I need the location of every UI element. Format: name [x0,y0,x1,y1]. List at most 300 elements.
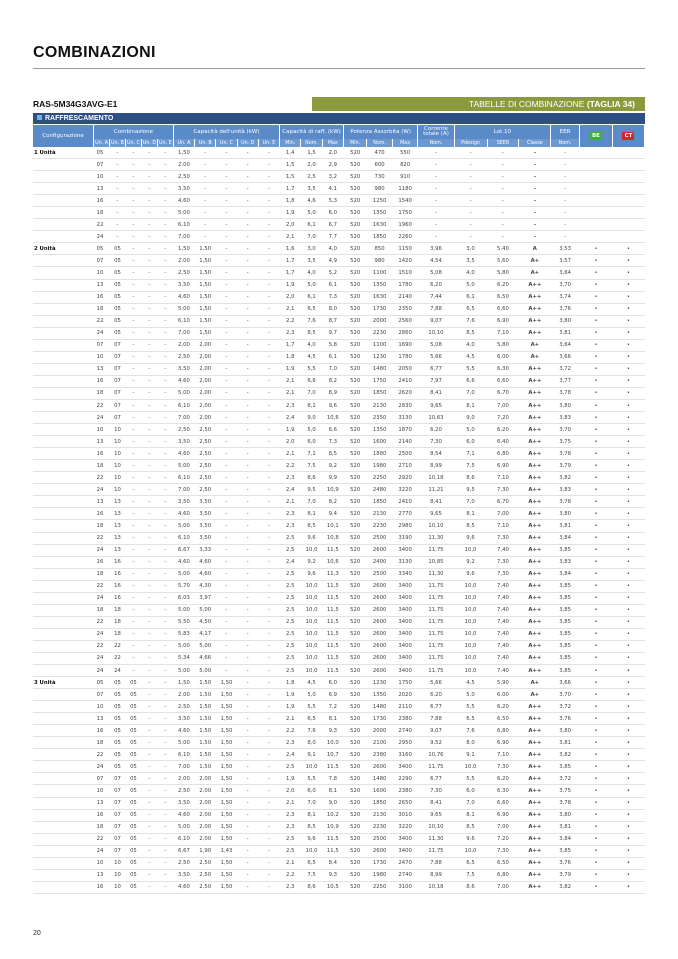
table-cell: 3,78 [551,797,580,809]
table-cell: 7,00 [487,508,519,520]
table-cell: 7,10 [487,520,519,532]
table-row [33,231,645,243]
table-cell: 1,9 [280,424,301,436]
table-cell: 07 [94,159,110,171]
table-cell: 10,0 [454,604,487,616]
table-cell: A++ [519,291,551,303]
table-cell: - [141,387,157,399]
table-cell: 7,10 [487,472,519,484]
table-cell: - [216,255,237,267]
table-cell: - [237,375,258,387]
table-cell: 05 [125,689,141,701]
table-cell: 2,3 [280,399,301,411]
table-cell: - [258,363,279,375]
table-row [33,484,645,496]
table-cell: 5,00 [173,387,194,399]
table-cell: 2,00 [195,399,216,411]
table-cell: 1,9 [280,689,301,701]
table-cell: 520 [343,460,366,472]
table-cell: A+ [519,677,551,689]
table-cell: 4,0 [322,243,343,255]
table-cell: 2380 [392,713,418,725]
table-cell: 11,75 [418,580,454,592]
table-cell: - [141,424,157,436]
table-cell: 4,60 [173,881,194,893]
table-cell: 1850 [367,231,393,243]
table-cell: 16 [94,556,110,568]
section-square-icon [37,115,42,120]
table-cell: 2500 [367,833,393,845]
table-cell: 4,50 [195,616,216,628]
table-cell: 3,76 [551,713,580,725]
table-cell: 520 [343,508,366,520]
table-cell: - [125,387,141,399]
table-cell: 2950 [392,737,418,749]
table-cell: • [580,472,613,484]
table-cell: 2600 [367,640,393,652]
table-cell: 9,2 [322,460,343,472]
table-cell: • [612,773,644,785]
table-cell: 4,0 [454,339,487,351]
table-cell: - [157,725,173,737]
table-cell: 11,75 [418,640,454,652]
table-cell: 6,0 [322,207,343,219]
table-cell: - [157,556,173,568]
table-cell: 05 [110,255,126,267]
table-cell: 5,00 [173,665,194,677]
table-cell: 5,5 [454,773,487,785]
subheader-cell: Min. [343,139,366,147]
table-cell: - [418,183,454,195]
table-cell: 5,0 [454,424,487,436]
table-cell: - [519,219,551,231]
table-cell: 2500 [367,532,393,544]
table-cell: - [216,207,237,219]
table-cell: 7,30 [418,436,454,448]
table-row [33,147,645,159]
table-cell: - [141,207,157,219]
table-cell: • [612,484,644,496]
table-cell: 2,00 [173,689,194,701]
table-row [33,857,645,869]
table-cell: - [141,339,157,351]
table-cell: - [141,448,157,460]
table-cell: 6,0 [454,436,487,448]
subheader-cell: Nom. [301,139,322,147]
table-cell: - [141,701,157,713]
table-row [33,556,645,568]
table-cell [612,171,644,183]
table-cell: 520 [343,665,366,677]
table-cell: 8,99 [418,460,454,472]
table-cell: 3,76 [551,857,580,869]
table-cell: - [110,231,126,243]
table-cell: 7,0 [301,231,322,243]
table-cell: 6,9 [322,689,343,701]
table-cell: - [237,327,258,339]
table-cell: 10 [110,424,126,436]
table-cell: 1,50 [173,147,194,159]
table-cell: - [125,327,141,339]
table-cell: 8,1 [301,399,322,411]
table-cell: - [141,351,157,363]
table-cell: 6,10 [173,219,194,231]
table-cell: 1100 [367,267,393,279]
col-lot: Lot.10 [454,125,551,139]
table-cell: 4,60 [195,556,216,568]
table-cell: 1,7 [280,267,301,279]
table-cell: 3400 [392,652,418,664]
table-cell: - [157,496,173,508]
table-cell: 11,5 [322,592,343,604]
table-cell: 07 [94,773,110,785]
table-cell: 11,30 [418,833,454,845]
table-cell: 5,00 [173,207,194,219]
table-cell: - [551,171,580,183]
table-cell: A++ [519,532,551,544]
table-cell: 1630 [367,219,393,231]
table-cell: • [580,532,613,544]
table-cell: 520 [343,869,366,881]
configuration-label [33,580,94,592]
table-cell: 05 [110,315,126,327]
table-cell: - [237,749,258,761]
table-cell: 11,75 [418,761,454,773]
table-cell: 1,50 [216,809,237,821]
table-cell: 3,82 [551,881,580,893]
table-cell: - [141,460,157,472]
table-cell: A++ [519,460,551,472]
table-cell: 7,30 [487,484,519,496]
table-cell: 1,50 [173,243,194,255]
table-cell: • [580,713,613,725]
table-cell: 520 [343,809,366,821]
table-cell: 6,10 [173,315,194,327]
table-row [33,568,645,580]
table-row [33,701,645,713]
table-cell: 9,0 [454,412,487,424]
configuration-label [33,869,94,881]
table-cell: 520 [343,496,366,508]
table-cell: 520 [343,857,366,869]
table-cell: - [125,652,141,664]
table-cell: - [110,159,126,171]
table-cell: 13 [110,496,126,508]
table-cell: - [157,604,173,616]
table-cell: - [258,315,279,327]
subheader-cell: Min. [280,139,301,147]
table-cell: 5,5 [454,701,487,713]
table-cell: 13 [94,797,110,809]
table-cell: 05 [125,881,141,893]
table-cell: A++ [519,652,551,664]
table-cell: - [157,821,173,833]
table-cell: - [110,207,126,219]
table-cell: 2,3 [280,472,301,484]
table-cell: • [580,448,613,460]
table-row [33,291,645,303]
table-cell: • [580,773,613,785]
table-cell: • [612,713,644,725]
table-cell: 7,6 [301,315,322,327]
table-cell: • [612,809,644,821]
configuration-label [33,845,94,857]
table-cell: 2600 [367,665,393,677]
table-cell: - [125,532,141,544]
table-cell: 2230 [367,520,393,532]
table-cell: - [157,231,173,243]
table-cell: 4,60 [173,375,194,387]
table-cell: 18 [94,604,110,616]
table-cell: 3,85 [551,665,580,677]
table-cell: 9,1 [454,749,487,761]
table-cell: 22 [94,315,110,327]
configuration-label [33,737,94,749]
table-cell: • [580,701,613,713]
table-cell: 9,7 [322,327,343,339]
table-row [33,544,645,556]
table-cell: A++ [519,761,551,773]
table-cell: 520 [343,375,366,387]
table-cell: 1420 [392,255,418,267]
table-cell: 7,00 [173,761,194,773]
table-cell: 6,60 [487,375,519,387]
subheader-cell: Nom. [418,139,454,147]
table-cell: • [612,749,644,761]
table-cell: 2,3 [280,520,301,532]
table-cell: - [125,219,141,231]
table-cell: - [216,496,237,508]
table-cell: 3,83 [551,412,580,424]
table-cell: 1540 [392,195,418,207]
table-cell: - [110,195,126,207]
table-cell: 3,72 [551,701,580,713]
table-cell: 2,50 [173,424,194,436]
table-cell: 11,75 [418,665,454,677]
configuration-label [33,857,94,869]
table-cell: • [612,592,644,604]
configuration-label [33,171,94,183]
table-cell: 2,50 [195,436,216,448]
table-cell: 24 [94,652,110,664]
table-cell: 5,00 [173,520,194,532]
table-cell: 07 [110,387,126,399]
table-cell: 1,50 [195,677,216,689]
table-cell: 2980 [392,520,418,532]
table-cell: 520 [343,713,366,725]
table-row [33,436,645,448]
table-cell: 4,60 [173,556,194,568]
table-cell: 2500 [392,448,418,460]
table-row [33,616,645,628]
table-cell: 9,6 [454,833,487,845]
table-cell: 3,50 [173,713,194,725]
table-cell: 9,6 [454,568,487,580]
table-cell: 6,0 [301,785,322,797]
configuration-label [33,351,94,363]
page-number: 20 [33,930,41,937]
table-cell: 2740 [392,725,418,737]
table-cell: - [141,833,157,845]
table-cell: A++ [519,713,551,725]
table-cell: 4,0 [301,339,322,351]
table-cell: 22 [94,580,110,592]
table-cell: 6,1 [322,351,343,363]
table-cell: 1,43 [216,845,237,857]
table-cell: - [141,496,157,508]
table-cell: - [237,207,258,219]
table-cell: - [125,496,141,508]
table-row [33,496,645,508]
table-cell: • [612,412,644,424]
table-cell: 10 [110,869,126,881]
table-cell: 9,07 [418,315,454,327]
table-cell: - [125,303,141,315]
table-cell: 6,1 [322,279,343,291]
table-cell: 8,5 [301,520,322,532]
table-cell: 05 [125,821,141,833]
table-cell: 10,0 [454,580,487,592]
table-cell: 22 [110,640,126,652]
table-cell: 2,1 [280,857,301,869]
configuration-label [33,231,94,243]
table-cell: 520 [343,448,366,460]
table-cell: 4,60 [173,448,194,460]
table-cell: 5,66 [418,351,454,363]
configuration-label [33,303,94,315]
table-cell: A++ [519,508,551,520]
table-cell: 6,50 [487,857,519,869]
table-cell: 910 [392,171,418,183]
table-cell: 520 [343,773,366,785]
table-cell: A++ [519,628,551,640]
table-cell: 5,0 [301,207,322,219]
table-cell: • [612,472,644,484]
table-cell: 520 [343,737,366,749]
table-cell: 820 [392,159,418,171]
table-cell: 9,6 [322,399,343,411]
table-cell: 520 [343,436,366,448]
table-cell: - [258,604,279,616]
table-cell: • [580,279,613,291]
table-cell: 2,00 [195,387,216,399]
table-cell: 2100 [367,737,393,749]
table-cell: 13 [94,279,110,291]
configuration-label [33,315,94,327]
table-cell: 2400 [367,556,393,568]
table-cell: 6,0 [454,785,487,797]
table-cell: - [487,183,519,195]
table-cell [612,207,644,219]
table-cell: 3,50 [195,508,216,520]
table-cell: • [580,315,613,327]
table-cell: 1690 [392,339,418,351]
table-cell: 1780 [392,351,418,363]
table-cell: - [157,195,173,207]
table-cell: 520 [343,785,366,797]
table-cell: - [237,869,258,881]
table-cell: 11,5 [322,544,343,556]
table-cell: 18 [94,520,110,532]
configuration-label [33,640,94,652]
table-cell: 1,50 [216,773,237,785]
table-cell: - [125,183,141,195]
table-cell: - [141,231,157,243]
table-cell: 3,66 [551,351,580,363]
table-cell: 6,03 [173,592,194,604]
table-cell: - [141,869,157,881]
table-cell: 5,00 [173,737,194,749]
table-cell: 2,5 [280,845,301,857]
table-row [33,809,645,821]
table-cell: 10,85 [418,556,454,568]
table-cell: 600 [367,159,393,171]
table-cell: 3,50 [173,496,194,508]
table-cell: • [612,436,644,448]
table-cell: • [612,327,644,339]
table-cell: - [258,219,279,231]
table-cell: • [612,448,644,460]
table-cell [580,219,613,231]
table-cell: 7,0 [454,797,487,809]
table-cell: - [125,195,141,207]
table-cell: 1850 [367,496,393,508]
table-cell: 520 [343,279,366,291]
table-cell: 1600 [367,785,393,797]
table-cell: 520 [343,845,366,857]
table-cell: 7,00 [173,412,194,424]
table-cell: 3400 [392,580,418,592]
table-cell: A++ [519,580,551,592]
table-row [33,689,645,701]
table-cell: 10,63 [418,412,454,424]
table-cell: 05 [110,243,126,255]
table-cell: - [216,484,237,496]
table-cell: 2470 [392,857,418,869]
table-cell: 3,50 [195,496,216,508]
table-cell: • [580,869,613,881]
table-cell: 2,5 [280,568,301,580]
table-cell: 980 [367,183,393,195]
table-cell: 24 [94,845,110,857]
table-cell: - [157,508,173,520]
table-cell: - [258,725,279,737]
table-cell: 1,90 [195,845,216,857]
table-cell: 11,5 [322,580,343,592]
table-cell: 13 [94,713,110,725]
table-cell: 2,0 [280,219,301,231]
table-row [33,472,645,484]
table-cell: • [580,833,613,845]
table-cell: 4,9 [322,255,343,267]
table-cell: 3,78 [551,387,580,399]
table-cell: - [237,267,258,279]
configuration-label [33,689,94,701]
table-cell: - [157,387,173,399]
table-cell: 1,50 [195,279,216,291]
table-cell: 10,0 [301,665,322,677]
table-cell: 520 [343,652,366,664]
table-cell: 05 [125,869,141,881]
table-cell: - [216,387,237,399]
table-cell: 2,50 [195,869,216,881]
table-cell [612,231,644,243]
col-ct [612,125,644,147]
table-cell: 07 [110,375,126,387]
table-row [33,797,645,809]
table-cell: • [580,412,613,424]
ct-badge: CT [622,132,634,140]
